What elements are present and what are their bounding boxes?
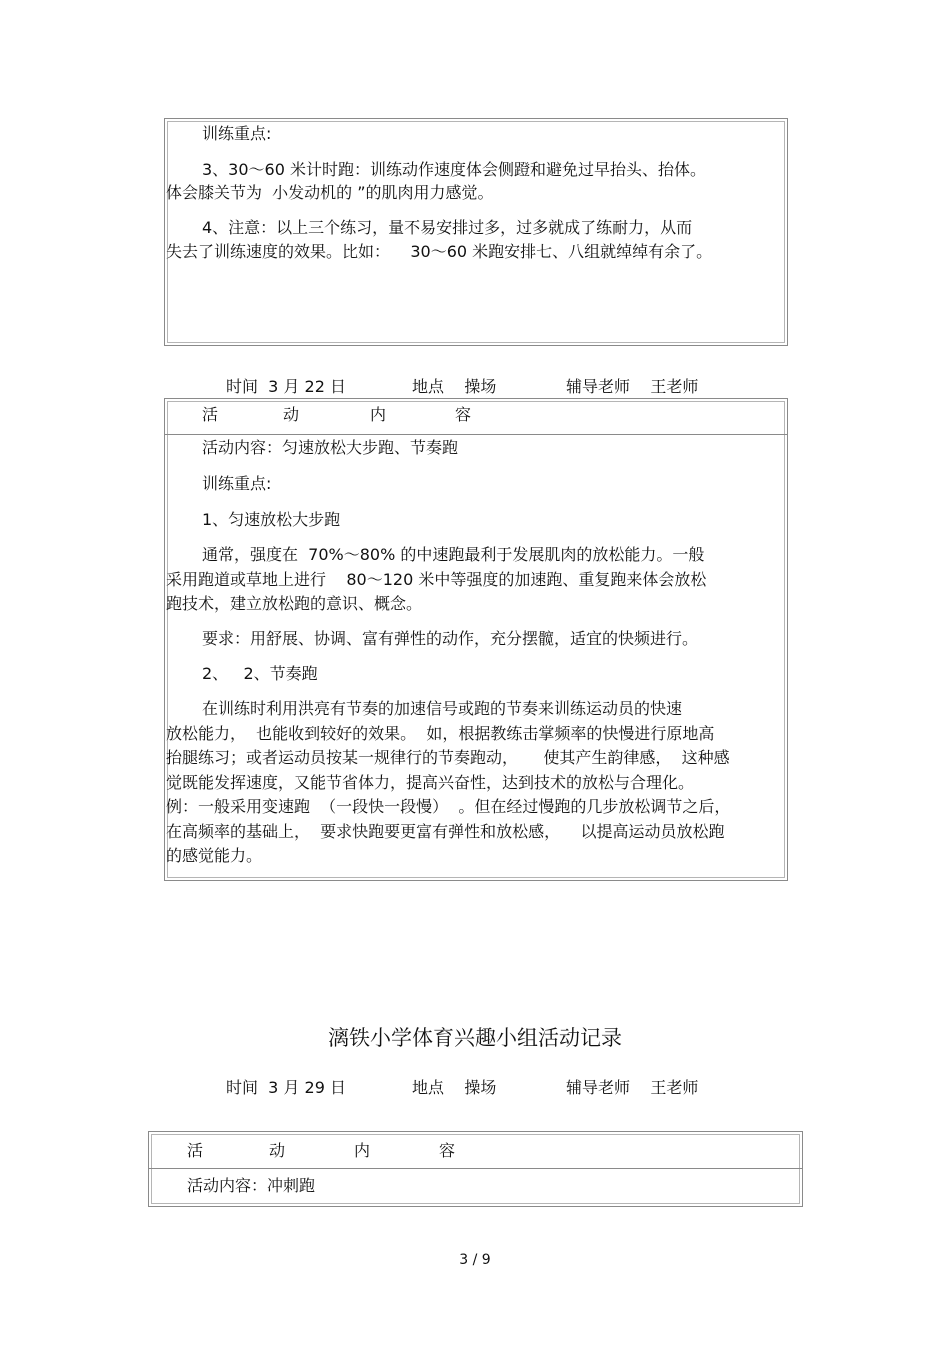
text-line: 在高频率的基础上， 要求快跑要更富有弹性和放松感， 以提高运动员放松跑	[166, 822, 725, 841]
text-line: 3、30～60 米计时跑：训练动作速度体会侧蹬和避免过早抬头、抬体。	[202, 160, 706, 179]
text-line: 采用跑道或草地上进行 80～120 米中等强度的加速跑、重复跑来体会放松	[166, 570, 707, 589]
text-line: 训练重点:	[202, 474, 272, 493]
text-line: 训练重点:	[202, 124, 272, 143]
text-line: 要求：用舒展、协调、富有弹性的动作，充分摆髋，适宜的快频进行。	[202, 629, 699, 648]
text-line: 1、匀速放松大步跑	[202, 510, 341, 529]
page-title: 漓铁小学体育兴趣小组活动记录	[328, 1026, 622, 1050]
text-line: 2、 2、节奏跑	[202, 664, 318, 683]
header-cell: 动	[283, 405, 300, 424]
header-cell: 活	[187, 1141, 204, 1160]
text-line: 通常，强度在 70%～80% 的中速跑最利于发展肌肉的放松能力。一般	[202, 545, 705, 564]
text-line: 4、注意：以上三个练习，量不易安排过多，过多就成了练耐力，从而	[202, 218, 693, 237]
text-line: 放松能力， 也能收到较好的效果。 如，根据教练击掌频率的快慢进行原地高	[166, 724, 715, 743]
meta-teacher: 辅导老师 王老师	[566, 377, 699, 396]
text-line: 失去了训练速度的效果。比如： 30～60 米跑安排七、八组就绰绰有余了。	[166, 242, 713, 261]
text-line: 例：一般采用变速跑 （一段快一段慢） 。但在经过慢跑的几步放松调节之后，	[166, 797, 731, 816]
text-line: 抬腿练习；或者运动员按某一规律行的节奏跑动， 使其产生韵律感， 这种感	[166, 748, 730, 767]
page-number: 3 / 9	[459, 1252, 491, 1268]
text-line: 在训练时利用洪亮有节奏的加速信号或跑的节奏来训练运动员的快速	[202, 699, 683, 718]
meta-place: 地点 操场	[412, 1078, 497, 1097]
meta-place: 地点 操场	[412, 377, 497, 396]
header-cell: 动	[269, 1141, 286, 1160]
text-line: 觉既能发挥速度，又能节省体力，提高兴奋性，达到技术的放松与合理化。	[166, 773, 695, 792]
meta-time: 时间 3 月 22 日	[226, 377, 346, 396]
header-cell: 活	[202, 405, 219, 424]
text-line: 活动内容：匀速放松大步跑、节奏跑	[202, 438, 459, 457]
header-cell: 容	[439, 1141, 456, 1160]
header-cell: 内	[370, 405, 387, 424]
header-divider	[148, 1168, 803, 1169]
meta-time: 时间 3 月 29 日	[226, 1078, 346, 1097]
header-cell: 内	[354, 1141, 371, 1160]
text-line: 的感觉能力。	[166, 846, 263, 865]
text-line: 活动内容：冲刺跑	[187, 1176, 316, 1195]
meta-teacher: 辅导老师 王老师	[566, 1078, 699, 1097]
header-divider	[164, 434, 788, 435]
header-cell: 容	[455, 405, 472, 424]
text-line: 体会膝关节为 小发动机的 ”的肌肉用力感觉。	[166, 183, 494, 202]
text-line: 跑技术，建立放松跑的意识、概念。	[166, 594, 423, 613]
